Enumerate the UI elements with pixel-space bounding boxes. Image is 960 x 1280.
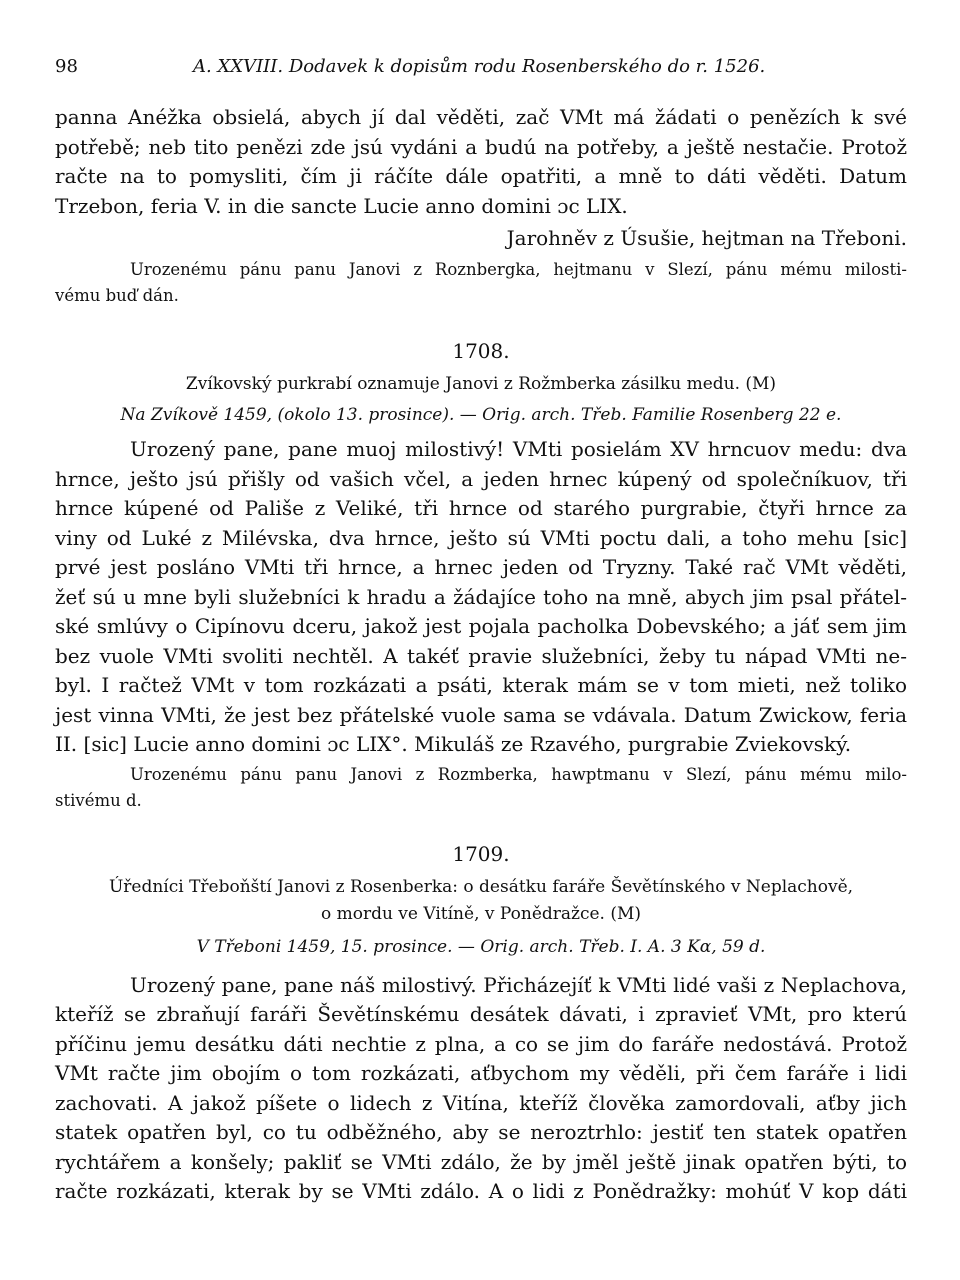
page-number: 98 — [55, 56, 78, 77]
text-line: ské smlúvy o Cipínovu dceru, jakož jest pojala pacholka Dobevského; a jáť sem jim — [55, 614, 907, 638]
text-line: bez vuole VMti svoliti nechtěl. A takéť pravie služebníci, žeby tu nápad VMti ne- — [55, 643, 907, 668]
text-line: račte na to pomysliti, čím ji ráčíte dále opatřiti, a mně to dáti věděti. Datum — [55, 164, 907, 188]
document-source: V Třeboni 1459, 15. prosince. — Orig. arch. Třeb. I. A. 3 Kα, 59 d. — [196, 936, 766, 957]
document-number: 1708. — [452, 339, 510, 363]
document-number: 1709. — [452, 841, 510, 866]
book-page — [55, 56, 907, 1207]
address-line: Urozenému pánu panu Janovi z Rozmberka, hawptmanu v Slezí, pánu mému milo- — [130, 764, 907, 784]
text-line: rychtářem a konšely; pakliť se VMti zdálo, že by jměl ještě jinak opatřen býti, to — [55, 1149, 907, 1174]
text-line: jest vinna VMti, že jest bez přátelské vuole sama se vdávala. Datum Zwickow, feria — [55, 702, 907, 727]
text-line: hrnce, ješto jsú přišly od vašich včel, a jeden hrnec kúpený od společníkuov, tři — [55, 466, 907, 491]
text-line: kteříž se zbraňují faráři Ševětínskému desátek dávati, i zpravieť VMt, pro kterú — [55, 1002, 907, 1026]
text-line: prvé jest posláno VMti tři hrnce, a hrnec jeden od Tryzny. Také rač VMt věděti, — [55, 555, 907, 579]
text-line: viny od Luké z Milévska, dva hrnce, ješto sú VMti poctu dali, a toho mehu [sic] — [55, 525, 907, 550]
text-line: VMt račte jim obojím o tom rozkázati, aťbychom my věděli, při čem faráře i lidi — [55, 1061, 907, 1085]
text-line: příčinu jemu desátku dáti nechtie z plna, a co se jim do faráře nedostává. Protož — [55, 1031, 907, 1056]
document-title: Zvíkovský purkrabí oznamuje Janovi z Rožmberka zásilku medu. (M) — [185, 374, 777, 394]
document-text — [55, 435, 907, 760]
text-line: byl. I račtež VMt v tom rozkázati a psáti, kterak mám se v tom mieti, než toliko — [55, 673, 907, 697]
address-line: vému buď dán. — [55, 286, 179, 305]
text-line: Urozený pane, pane muoj milostivý! VMti posielám XV hrncuov medu: dva — [130, 437, 907, 461]
text-line: žeť sú u mne byli služebníci k hradu a žádajíce toho na mně, abych jim psal přátel- — [55, 584, 907, 609]
document-title-line: Úředníci Třeboňští Janovi z Rosenberka: o desátku faráře Ševětínského v Neplachově, — [108, 876, 854, 897]
address — [55, 257, 907, 309]
text-line: II. [sic] Lucie anno domini ɔc LIX°. Mikuláš ze Rzavého, purgrabie Zviekovský. — [55, 732, 852, 756]
page-header — [55, 56, 907, 86]
text-line: hrnce kúpené od Pališe z Veliké, tři hrnce od starého purgrabie, čtyři hrnce za — [55, 496, 907, 520]
text-line: račte rozkázati, kterak by se VMti zdálo. A o lidi z Ponědražky: mohúť V kop dáti — [55, 1179, 907, 1203]
address-line: Urozenému pánu panu Janovi z Roznbergka, hejtmanu v Slezí, pánu mému milosti- — [130, 260, 907, 279]
document-source: Na Zvíkově 1459, (okolo 13. prosince). — Orig. arch. Třeb. Familie Rosenberg 22 e. — [120, 405, 842, 425]
text-line: Urozený pane, pane náš milostivý. Přicházejíť k VMti lidé vaši z Neplachova, — [130, 972, 907, 997]
letter-end-text — [55, 103, 907, 221]
document-title-line: o mordu ve Vitíně, v Ponědražce. (M) — [320, 903, 642, 924]
address-line: stivému d. — [55, 790, 142, 810]
text-line: potřebě; neb tito penězi zde jsú vydáni a budú na potřeby, a ještě nestačie. Protož — [55, 134, 907, 159]
text-line: zachovati. A jakož píšete o lidech z Vitína, kteříž člověka zamordovali, aťby jich — [55, 1090, 907, 1115]
running-title: A. XXVIII. Dodavek k dopisům rodu Rosenberského do r. 1526. — [193, 56, 766, 77]
text-line: panna Anéžka obsielá, abych jí dal věděti, zač VMt má žádati o penězích k své — [55, 105, 907, 129]
text-line: Trzebon, feria V. in die sancte Lucie anno domini ɔc LIX. — [55, 193, 628, 218]
signature: Jarohněv z Úsušie, hejtman na Třeboni. — [506, 226, 907, 250]
document-text — [55, 971, 907, 1207]
address — [55, 762, 907, 814]
text-line: statek opatřen byl, co tu odběžného, aby se neroztrhlo: jestiť ten statek opatřen — [55, 1120, 907, 1144]
